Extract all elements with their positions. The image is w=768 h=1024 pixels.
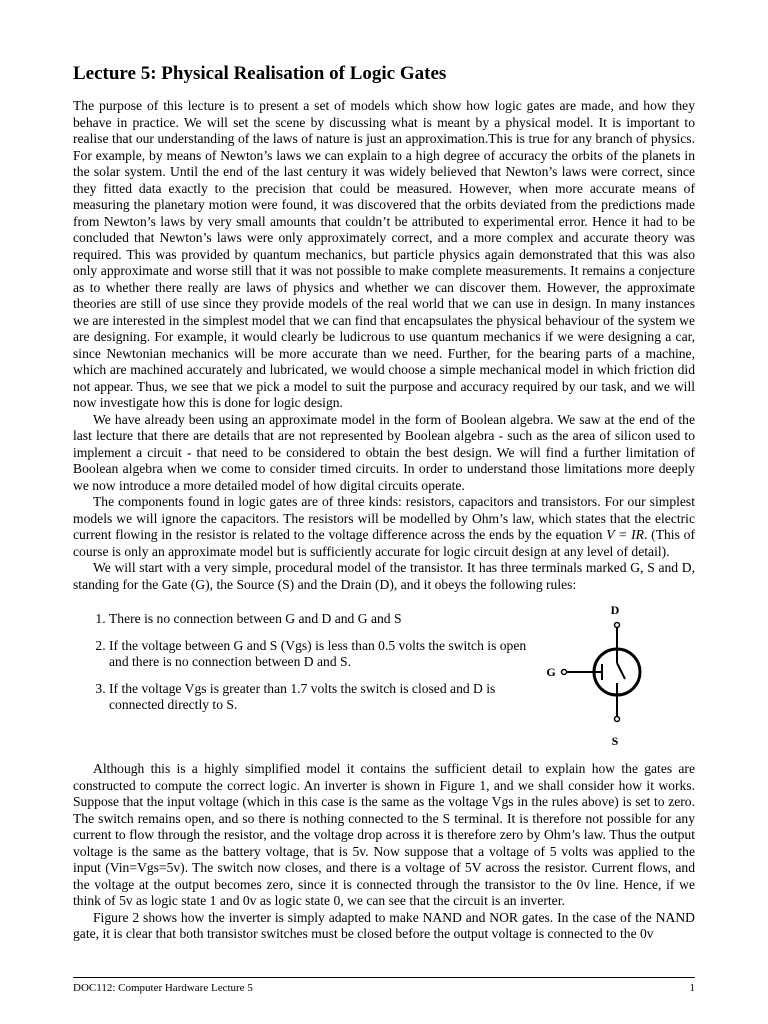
- page-content: [73, 62, 695, 943]
- drain-terminal: [615, 623, 620, 628]
- paragraph-3-text-b: . (This of course is only an approximate model but is sufficiently accurate for logic circuit design at any level of detail).: [73, 527, 695, 559]
- footer-page-number: 1: [689, 982, 695, 994]
- switch-arm: [617, 663, 625, 679]
- rule-item-3: 3. If the voltage Vgs is greater than 1.7 volts the switch is closed and D is connected directly to S.: [109, 681, 539, 714]
- transistor-symbol-icon: [543, 599, 673, 747]
- rule-item-2: 2. If the voltage between G and S (Vgs) is less than 0.5 volts the switch is open and there is no connection between D and S.: [109, 638, 539, 671]
- paragraph-3-text-a: The components found in logic gates are of three kinds: resistors, capacitors and transistors. For our simplest models we will ignore the capacitors. The resistors will be modelled by Ohm’s law, which states that the electric current flowing in the resistor is related to the voltage difference across the ends by the equation: [73, 494, 695, 542]
- paragraph-5: Although this is a highly simplified model it contains the sufficient detail to explain how the gates are constructed to compute the correct logic. An inverter is shown in Figure 1, and we shall consider how it works. Suppose that the input voltage (which in this case is the same as the voltage Vgs in the rules above) is set to zero. The switch remains open, and so there is nothing connected to the S terminal. It is therefore not possible for any current to flow through the resistor, and the voltage drop across it is therefore zero by Ohm’s law. Thus the output voltage is the same as the battery voltage, that is 5v. Now suppose that a voltage of 5 volts was applied to the input (Vin=Vgs=5v). The switch now closes, and there is a voltage of 5V across the resistor. Current flows, and the voltage at the output becomes zero, since it is connected through the transistor to the 0v line. Hence, if we think of 5v as logic state 1 and 0v as logic state 0, we can see that the circuit is an inverter.: [73, 761, 695, 908]
- drain-label: D: [610, 603, 620, 617]
- rule-item-1: 1. There is no connection between G and D and G and S: [109, 611, 539, 628]
- transistor-rules-list: [89, 611, 539, 724]
- transistor-rules-block: [73, 599, 695, 747]
- ohms-law-equation: V = IR: [606, 527, 644, 542]
- source-terminal: [615, 717, 620, 722]
- paragraph-1: The purpose of this lecture is to present a set of models which show how logic gates are made, and how they behave in practice. We will set the scene by discussing what is meant by a physical model. It is important to realise that our understanding of the laws of nature is just an approximation.This is true for any branch of physics. For example, by means of Newton’s laws we can explain to a high degree of accuracy the orbits of the planets in the solar system. Until the end of the last century it was widely believed that Newton’s laws were correct, since they fitted data exactly to the precision that could be measured. However, when more accurate means of measuring the planetary motion were found, it was discovered that the orbits deviated from the predictions made from Newton’s laws by very small amounts that couldn’t be attributed to experimental error. Hence it had to be concluded that Newton’s laws were only approximately correct, and a more complex and accurate theory was required. This was provided by quantum mechanics, but particle physics again demonstrated that this was also only approximate and worse still that it was not possible to make complete measurements. It remains a conjecture as to whether there really are laws of physics and whether we can discover them. However, the approximate theories are still of use since they provide models of the real world that we can use in design. In many instances we are interested in the simplest model that we can find that encapsulates the physical behaviour of the system we are designing. For example, it would clearly be ludicrous to use quantum mechanics if we were designing a car, since Newtonian mechanics will be more accurate than we need. Further, for the bearing parts of a machine, which are machined accurately and lubricated, we would choose a simple mechanical model in which friction did not appear. Thus, we see that we pick a model to suit the purpose and accuracy required by our task, and we will now investigate how this is done for logic design.: [73, 98, 695, 410]
- paragraph-3: [73, 494, 695, 560]
- gate-terminal: [562, 670, 567, 675]
- footer-divider: [73, 977, 695, 978]
- page-title: Lecture 5: Physical Realisation of Logic Gates: [73, 63, 447, 84]
- transistor-diagram: [543, 599, 673, 747]
- gate-label: G: [546, 665, 556, 679]
- source-label: S: [611, 734, 619, 748]
- paragraph-4: We will start with a very simple, procedural model of the transistor. It has three terminals marked G, S and D, standing for the Gate (G), the Source (S) and the Drain (D), and it obeys the following rules:: [73, 560, 695, 592]
- footer-course-title: DOC112: Computer Hardware Lecture 5: [73, 982, 253, 994]
- paragraph-2: We have already been using an approximate model in the form of Boolean algebra. We saw at the end of the last lecture that there are details that are not represented by Boolean algebra - such as the area of silicon used to implement a circuit - that need to be considered to obtain the best design. We will find a further limitation of Boolean algebra when we come to consider timed circuits. In order to understand those limitations more deeply we now introduce a more detailed model of how digital circuits operate.: [73, 411, 695, 493]
- paragraph-6: Figure 2 shows how the inverter is simply adapted to make NAND and NOR gates. In the case of the NAND gate, it is clear that both transistor switches must be closed before the output voltage is connected to the 0v: [73, 909, 695, 941]
- page-footer: [73, 982, 695, 994]
